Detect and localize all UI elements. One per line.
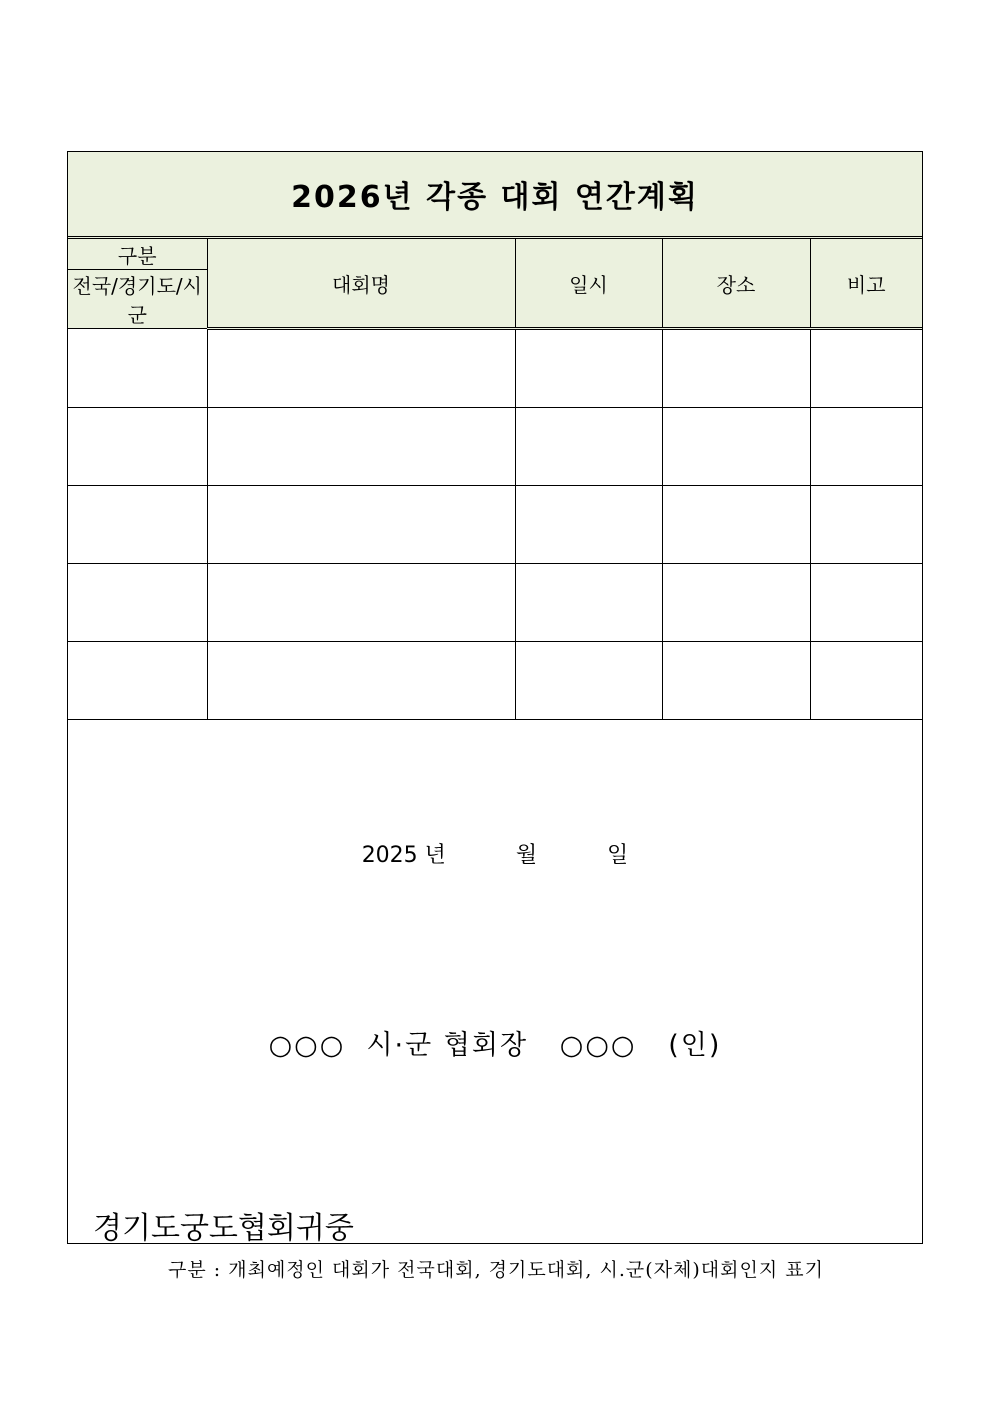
cell-event-name[interactable] bbox=[207, 329, 515, 408]
signature-area bbox=[68, 698, 922, 1244]
cell-remarks[interactable] bbox=[810, 329, 922, 408]
cell-place[interactable] bbox=[662, 564, 810, 642]
table-row bbox=[68, 329, 922, 408]
header-remarks: 비고 bbox=[810, 239, 922, 329]
cell-place[interactable] bbox=[662, 408, 810, 486]
cell-category[interactable] bbox=[68, 486, 207, 564]
recipient-line: 경기도궁도협회귀중 bbox=[93, 1211, 354, 1246]
table-row bbox=[68, 408, 922, 486]
cell-event-name[interactable] bbox=[207, 564, 515, 642]
header-date: 일시 bbox=[515, 239, 662, 329]
signer-line: ○○○ 시·군 협회장 ○○○ (인) bbox=[268, 1030, 722, 1061]
cell-date[interactable] bbox=[515, 408, 662, 486]
cell-event-name[interactable] bbox=[207, 486, 515, 564]
cell-date[interactable] bbox=[515, 564, 662, 642]
date-line: 2025 년 월 일 bbox=[361, 843, 629, 868]
cell-event-name[interactable] bbox=[207, 408, 515, 486]
cell-remarks[interactable] bbox=[810, 486, 922, 564]
footnote: 구분 : 개최예정인 대회가 전국대회, 경기도대회, 시.군(자체)대회인지 표기 bbox=[168, 1259, 824, 1281]
table-row bbox=[68, 486, 922, 564]
header-row bbox=[68, 239, 922, 270]
cell-place[interactable] bbox=[662, 486, 810, 564]
header-category-note: 전국/경기도/시군 bbox=[68, 270, 207, 329]
form-title: 2026년 각종 대회 연간계획 bbox=[291, 180, 699, 215]
cell-category[interactable] bbox=[68, 564, 207, 642]
cell-place[interactable] bbox=[662, 329, 810, 408]
header-place: 장소 bbox=[662, 239, 810, 329]
cell-date[interactable] bbox=[515, 329, 662, 408]
annual-plan-form bbox=[67, 151, 923, 1244]
title-bar bbox=[68, 152, 922, 239]
table-row bbox=[68, 564, 922, 642]
cell-category[interactable] bbox=[68, 408, 207, 486]
cell-date[interactable] bbox=[515, 486, 662, 564]
header-category: 구분 bbox=[68, 239, 207, 270]
cell-remarks[interactable] bbox=[810, 408, 922, 486]
header-event-name: 대회명 bbox=[207, 239, 515, 329]
cell-remarks[interactable] bbox=[810, 564, 922, 642]
cell-category[interactable] bbox=[68, 329, 207, 408]
plan-table bbox=[68, 239, 922, 720]
